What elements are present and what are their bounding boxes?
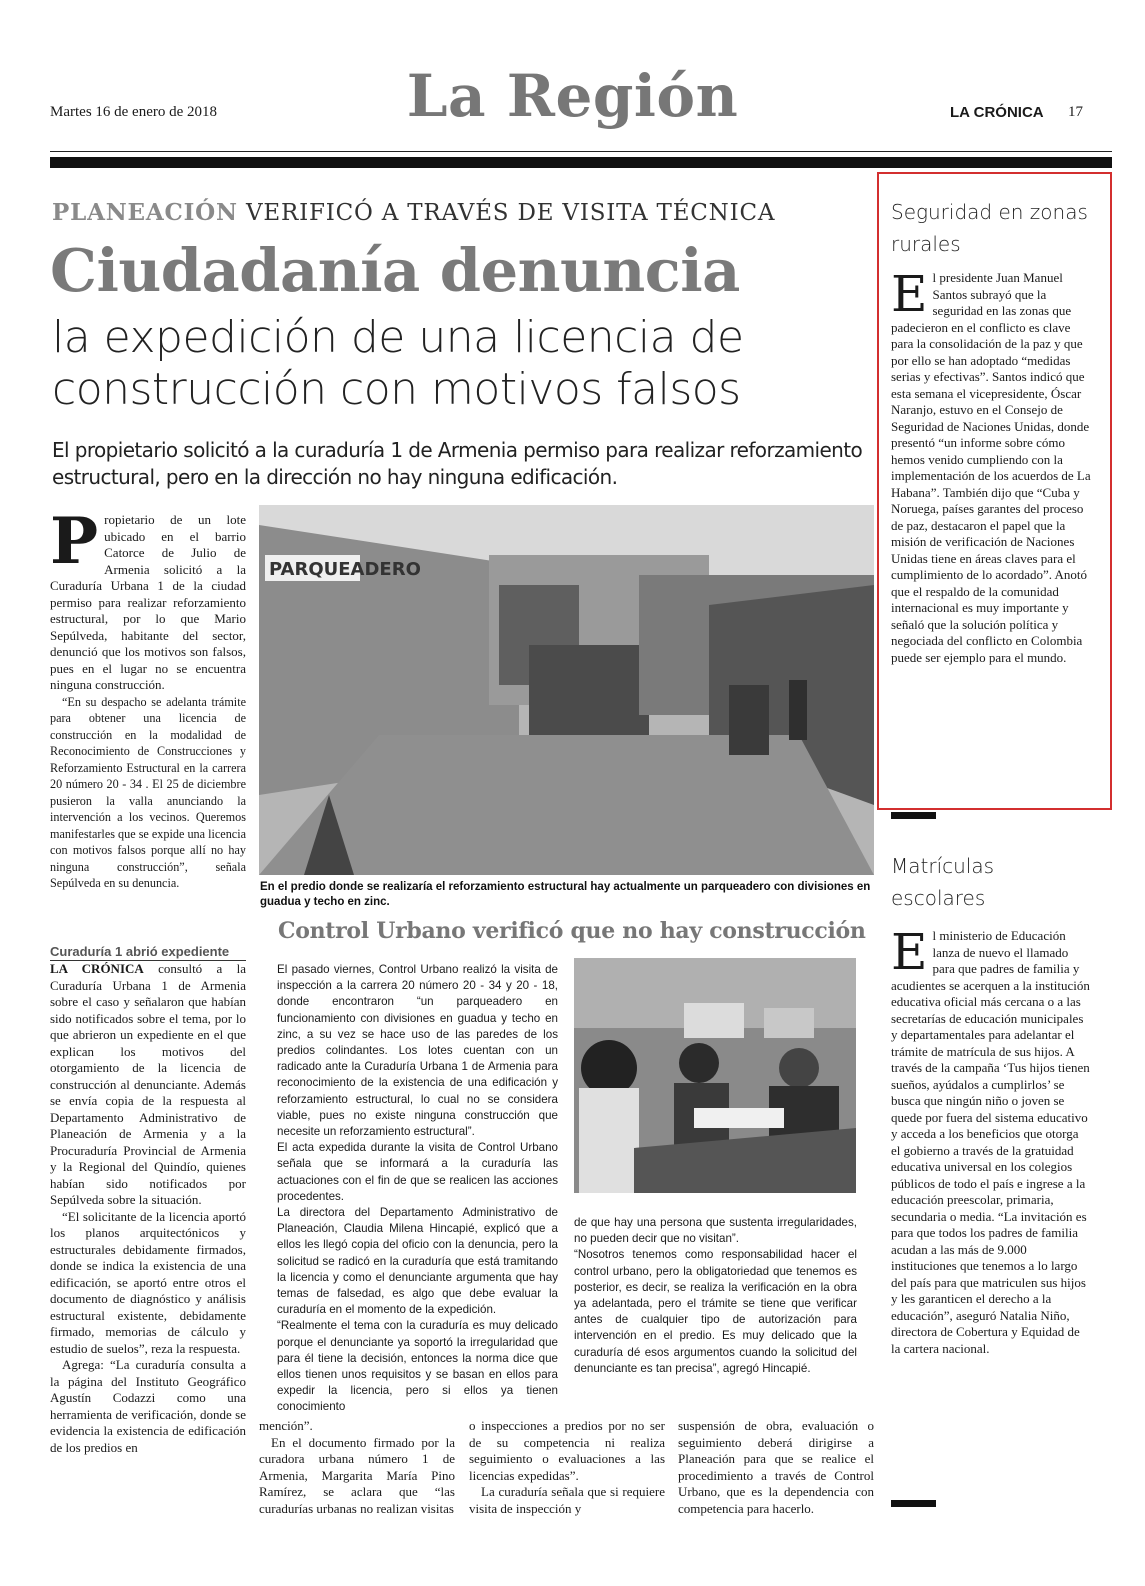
paragraph: “En su despacho se adelanta trámite para obtener una licencia de construcción en la modalidad de Reconocimiento de Construcciones y Reforzamiento Estructural en la carrera 20 número 20 - 34 . El 25 de diciembre pusieron la valla anunciando la intervención a los vecinos. Queremos manifestarles que se expide una licencia con motivos falsos porque allí no hay ninguna construcción”, señala Sepúlveda en su denuncia. — [50, 694, 246, 890]
section-title: La Región — [406, 62, 739, 130]
paragraph: l ministerio de Educación lanza de nuevo el llamado para que padres de familia y acudientes se acerquen a la institución educativa oficial más cercana o a las secretarías de educación municipales y departamentales para adelantar el trámite de matrícula de sus hijos. A través de la campaña ‘Tus hijos tienen sueños, ayúdalos a cumplirlos’ se busca que ningún niño o joven se quede por fuera del sistema educativo y acceda a los beneficios que otorga el gobierno a través de la gratuidad educativa universal en los colegios públicos de todo el país e ingrese a la educación preescolar, primaria, secundaria o media. “La invitación es para que todos los padres de familia acudan a las más de 9.000 instituciones que tenemos a lo largo del país para que matriculen sus hijos y les garanticen el derecho a la educación”, aseguró Natalia Niño, directora de Cobertura y Equidad de la cartera nacional. — [891, 928, 1090, 1356]
paragraph: ropietario de un lote ubicado en el barrio Catorce de Julio de Armenia solicitó a la Curaduría Urbana 1 de la ciudad permiso para realizar reforzamiento estructural, por lo que Mario Sepúlveda, habitante del sector, denunció que los motivos son falsos, pues en el lugar no se encuentra ninguna construcción. — [50, 512, 246, 692]
sign-text: PARQUEADERO — [269, 559, 421, 580]
article-column-4 — [678, 1418, 874, 1517]
kicker-rest: VERIFICÓ A TRAVÉS DE VISITA TÉCNICA — [237, 200, 776, 226]
paragraph: de que hay una persona que sustenta irregularidades, no pueden decir que no visitan”. — [574, 1216, 857, 1246]
sidebar-end-rule — [891, 1500, 936, 1507]
dropcap-e: E — [891, 923, 928, 981]
sidebar-title: Matrículas escolares — [891, 854, 995, 910]
parking-lot-illustration — [259, 505, 874, 875]
dropcap-p: P — [50, 504, 99, 579]
sidebar-security — [891, 196, 1091, 666]
article-column-3 — [469, 1418, 665, 1517]
sidebar-title: Seguridad en zonas rurales — [891, 200, 1088, 256]
sidebar-body — [891, 923, 1091, 1357]
subsection-title: Curaduría 1 abrió expediente — [50, 944, 246, 961]
article-column-2 — [259, 1418, 455, 1517]
article-column-1b — [50, 961, 246, 1456]
paragraph: La directora del Departamento Administrativo de Planeación, Claudia Milena Hincapié, explicó que a ellos les llegó copia del oficio con la denuncia, pero la solicitud se radicó en la curaduría que está tramitando la licencia y como el denunciante argumenta que hay temas de falsedad, es algo que debe evaluar la curaduría en el momento de la expedición. — [277, 1206, 558, 1317]
section-subheadline: Control Urbano verificó que no hay construcción — [278, 918, 866, 944]
control-urbano-column-left — [277, 962, 558, 1416]
article-kicker — [52, 199, 775, 226]
sidebar-body — [891, 265, 1091, 666]
paragraph: “Realmente el tema con la curaduría es muy delicado porque el denunciante ya soportó la irregularidad que para él tiene la decisión, entonces la norma dice que ellos tienen unos requisitos y se basan en ellos para expedir la licencia, pero si ellos ya tienen conocimiento — [277, 1319, 558, 1414]
control-urbano-column-right — [574, 1215, 857, 1377]
paragraph: Agrega: “La curaduría consulta a la página del Instituto Geográfico Agustín Codazzi como una herramienta de verificación, donde se evidencia la existencia de edificación de los predios en — [50, 1357, 246, 1455]
article-headline: Ciudadanía denuncia — [50, 236, 740, 305]
inspection-photo — [574, 958, 856, 1193]
paragraph: o inspecciones a predios por no ser de su competencia ni realiza seguimiento o evaluaciones a las licencias expedidas”. — [469, 1418, 665, 1483]
header-rule-thick — [50, 157, 1112, 168]
article-column-1 — [50, 504, 246, 892]
header-rule-thin — [50, 151, 1112, 152]
issue-date: Martes 16 de enero de 2018 — [50, 104, 218, 120]
paper-name-inline: LA CRÓNICA — [50, 961, 144, 976]
page-number: 17 — [1068, 104, 1083, 120]
dropcap-e: E — [891, 265, 928, 323]
paragraph: El pasado viernes, Control Urbano realizó la visita de inspección a la carrera 20 número 20 - 34 y 20 - 18, donde encontraron “un parqueadero en funcionamiento con divisiones en guadua y techo en zinc, a su vez se hace uso de las paredes de los predios colindantes. Los lotes cuentan con un radicado ante la Curaduría Urbana 1 de Armenia para reconocimiento de la existencia de una edificación y reforzamiento estructural, lo cual no se considera viable, pues no existe ninguna construcción que necesite un reforzamiento estructural”. — [277, 963, 558, 1139]
paragraph: mención”. — [259, 1418, 313, 1433]
kicker-bold: PLANEACIÓN — [52, 199, 238, 226]
article-subhead: la expedición de una licencia de construcción con motivos falsos — [52, 312, 744, 415]
sidebar-divider — [891, 812, 936, 819]
paragraph: LA CRÓNICA consultó a la Curaduría Urbana 1 de Armenia sobre el caso y señalaron que habían sido notificados sobre el tema, por lo que abrieron un expediente en el que explican los motivos del otorgamiento de la licencia de construcción al denunciante. Además se envía copia de la respuesta al Departamento Administrativo de Planeación de Armenia y a la Procuraduría Provincial de Armenia y la Regional del Quindío, quienes habían sido notificados por Sepúlveda sobre la situación. — [50, 961, 246, 1207]
paragraph: “El solicitante de la licencia aportó los planos arquitectónicos y estructurales debidamente firmados, donde se indica la existencia de una edificación, se aportó entre otros el documento de diagnóstico y análisis estructural existente, debidamente firmado, memorias de cálculo y estudio de suelos”, reza la respuesta. — [50, 1208, 246, 1356]
paragraph: l presidente Juan Manuel Santos subrayó que la seguridad en las zonas que padecieron en el conflicto es clave para la consolidación de la paz y que por ello se han adoptado “medidas serias y efectivas”. Santos indicó que esta semana el vicepresidente, Óscar Naranjo, estuvo en el Consejo de Seguridad de Naciones Unidas, donde presentó “un informe sobre cómo hemos venido cumpliendo con la implementación de los acuerdos de La Habana”. También dijo que “Cuba y Noruega, países garantes del proceso de paz, destacaron el papel que la misión de verificación de Naciones Unidas tiene en áreas claves para el cumplimiento de lo acordado”. Anotó que el respaldo de la comunidad internacional es muy importante y señaló que la solución política y negociada del conflicto en Colombia puede ser ejemplo para el mundo. — [891, 270, 1091, 665]
paragraph: En el documento firmado por la curadora urbana número 1 de Armenia, Margarita María Pino Ramírez, se aclara que “las curadurías urbanas no realizan visitas — [259, 1434, 455, 1516]
article-deck: El propietario solicitó a la curaduría 1 de Armenia permiso para realizar reforzamiento estructural, pero en la dirección no hay ninguna edificación. — [52, 438, 863, 489]
paragraph: suspensión de obra, evaluación o seguimiento deberá dirigirse a Planeación para que se realice el procedimiento a través de Control Urbano, que es la dependencia con competencia para hacerlo. — [678, 1418, 874, 1516]
inspection-illustration — [574, 958, 856, 1193]
paragraph: La curaduría señala que si requiere visita de inspección y — [469, 1484, 665, 1516]
parking-lot-photo — [259, 505, 874, 875]
photo-caption: En el predio donde se realizaría el reforzamiento estructural hay actualmente un parqueadero con divisiones en guadua y techo en zinc. — [260, 881, 871, 908]
newspaper-name: LA CRÓNICA — [950, 104, 1044, 121]
paragraph: El acta expedida durante la visita de Control Urbano señala que se informará a la curaduría las actuaciones con el fin de que se realicen las acciones procedentes. — [277, 1141, 558, 1203]
sidebar-enrollment — [891, 850, 1091, 1357]
paragraph: “Nosotros tenemos como responsabilidad hacer el control urbano, pero la obligatoriedad que tenemos es posterior, es decir, se realiza la verificación en la obra ya adelantada, pero el trámite se tiene que verificar antes de cualquier tipo de autorización para intervención en el predio. Es muy delicado que la curaduría dé esos argumentos cuando la solicitud del denunciante es tan precisa”, agregó Hincapié. — [574, 1248, 857, 1375]
